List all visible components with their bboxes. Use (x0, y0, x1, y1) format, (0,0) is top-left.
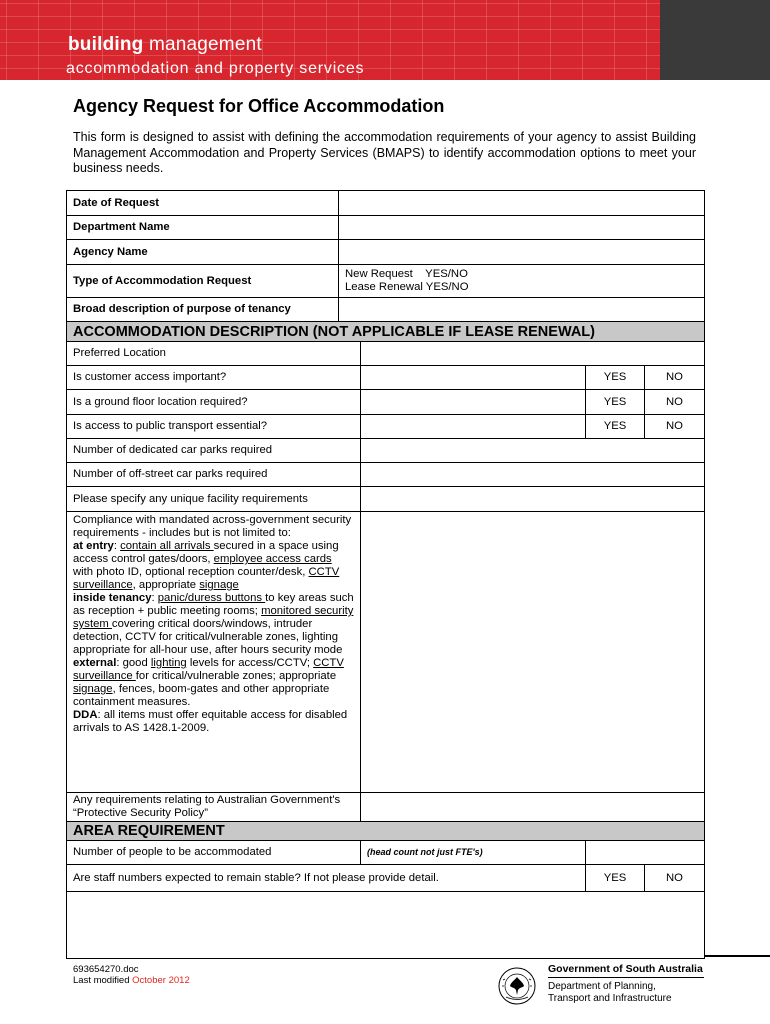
protective-security-policy-field[interactable] (361, 793, 704, 821)
customer-access-yes[interactable]: YES (586, 366, 645, 389)
last-modified: Last modified October 2012 (73, 975, 190, 986)
ground-floor-yes[interactable]: YES (586, 390, 645, 414)
offstreet-car-parks-label: Number of off-street car parks required (67, 463, 361, 486)
request-form (66, 190, 705, 959)
type-option-renewal: Lease Renewal YES/NO (345, 281, 469, 293)
type-option-new: New Request YES/NO (345, 268, 468, 280)
type-label: Type of Accommodation Request (67, 265, 339, 297)
customer-access-no[interactable]: NO (666, 371, 683, 383)
preferred-location-label: Preferred Location (67, 342, 361, 365)
row-public-transport (67, 415, 704, 439)
row-unique-facility (67, 487, 704, 512)
row-staff-stable (67, 865, 704, 892)
customer-access-label: Is customer access important? (67, 366, 361, 389)
row-ground-floor (67, 390, 704, 415)
people-count-note[interactable]: (head count not just FTE's) (361, 841, 586, 864)
form-row-type (67, 265, 704, 298)
document-filename: 693654270.doc (73, 964, 139, 975)
public-transport-no[interactable]: NO (666, 420, 683, 432)
row-preferred-location (67, 342, 704, 366)
staff-detail-field[interactable] (67, 892, 704, 958)
section-area-requirement: AREA REQUIREMENT (67, 822, 704, 841)
government-name: Government of South Australia (548, 963, 703, 975)
people-count-field[interactable] (586, 841, 704, 864)
preferred-location-field[interactable] (361, 342, 704, 365)
document-info (73, 964, 190, 986)
row-staff-detail (67, 892, 704, 958)
staff-stable-no[interactable]: NO (666, 871, 683, 884)
intro-paragraph: This form is designed to assist with defining the accommodation requirements of your agency to assist Building Management Accommodation and Property Services (BMAPS) to identify accommodation options to meet your business needs. (73, 130, 696, 175)
dedicated-car-parks-label: Number of dedicated car parks required (67, 439, 361, 462)
page-title: Agency Request for Office Accommodation (73, 96, 445, 116)
ground-floor-field[interactable] (361, 390, 586, 414)
department-name: Department of Planning, Transport and Infrastructure (548, 981, 672, 1004)
offstreet-car-parks-field[interactable] (361, 463, 704, 486)
form-row-purpose (67, 298, 704, 322)
brand-subtitle: accommodation and property services (66, 60, 365, 77)
people-count-label: Number of people to be accommodated (67, 841, 361, 864)
security-compliance-field[interactable] (361, 512, 704, 792)
row-offstreet-car-parks (67, 463, 704, 487)
form-row-agency (67, 240, 704, 265)
south-australia-crest-icon (497, 966, 537, 1006)
dedicated-car-parks-field[interactable] (361, 439, 704, 462)
unique-facility-field[interactable] (361, 487, 704, 511)
staff-stable-label: Are staff numbers expected to remain stable? If not please provide detail. (67, 865, 586, 891)
type-options[interactable] (339, 265, 704, 297)
date-label: Date of Request (67, 191, 339, 215)
staff-stable-yes[interactable]: YES (586, 865, 645, 891)
form-row-department (67, 216, 704, 240)
brand-title: building management (68, 34, 262, 55)
ground-floor-no[interactable]: NO (666, 395, 683, 408)
row-protective-security-policy (67, 793, 704, 822)
department-field[interactable] (339, 216, 704, 239)
row-dedicated-car-parks (67, 439, 704, 463)
agency-label: Agency Name (67, 240, 339, 264)
row-security-compliance (67, 512, 704, 793)
footer-rule (705, 955, 770, 957)
public-transport-label: Is access to public transport essential? (67, 415, 361, 438)
public-transport-yes[interactable]: YES (586, 415, 645, 438)
government-rule (548, 977, 704, 978)
date-field[interactable] (339, 191, 704, 215)
section-accommodation: ACCOMMODATION DESCRIPTION (NOT APPLICABLE IF LEASE RENEWAL) (67, 322, 704, 342)
protective-security-policy-label: Any requirements relating to Australian Government's “Protective Security Policy” (67, 793, 361, 821)
public-transport-field[interactable] (361, 415, 586, 438)
header-banner-dark (660, 0, 770, 80)
agency-field[interactable] (339, 240, 704, 264)
purpose-label: Broad description of purpose of tenancy (67, 298, 339, 321)
row-customer-access (67, 366, 704, 390)
form-row-date (67, 191, 704, 216)
ground-floor-label: Is a ground floor location required? (67, 390, 361, 414)
customer-access-field[interactable] (361, 366, 586, 389)
department-label: Department Name (67, 216, 339, 239)
row-people-count (67, 841, 704, 865)
purpose-field[interactable] (339, 298, 704, 321)
security-compliance-text: Compliance with mandated across-government security requirements - includes but is not limited to: at entry: contain all arrivals secured in a space using access control gates/doors, employee access cards with photo ID, optional reception counter/desk, CCTV surveillance, appropriate signage inside tenancy: panic/duress buttons to key areas such as reception + public meeting rooms; monitored security system covering critical doors/windows, intruder detection, CCTV for critical/vulnerable zones, lighting appropriate for all-hour use, after hours security mode external: good lighting levels for access/CCTV; CCTV surveillance for critical/vulnerable zones; appropriate signage, fences, boom-gates and other appropriate containment measures. DDA: all items must offer equitable access for disabled arrivals to AS 1428.1-2009. (67, 512, 361, 792)
unique-facility-label: Please specify any unique facility requirements (67, 487, 361, 511)
